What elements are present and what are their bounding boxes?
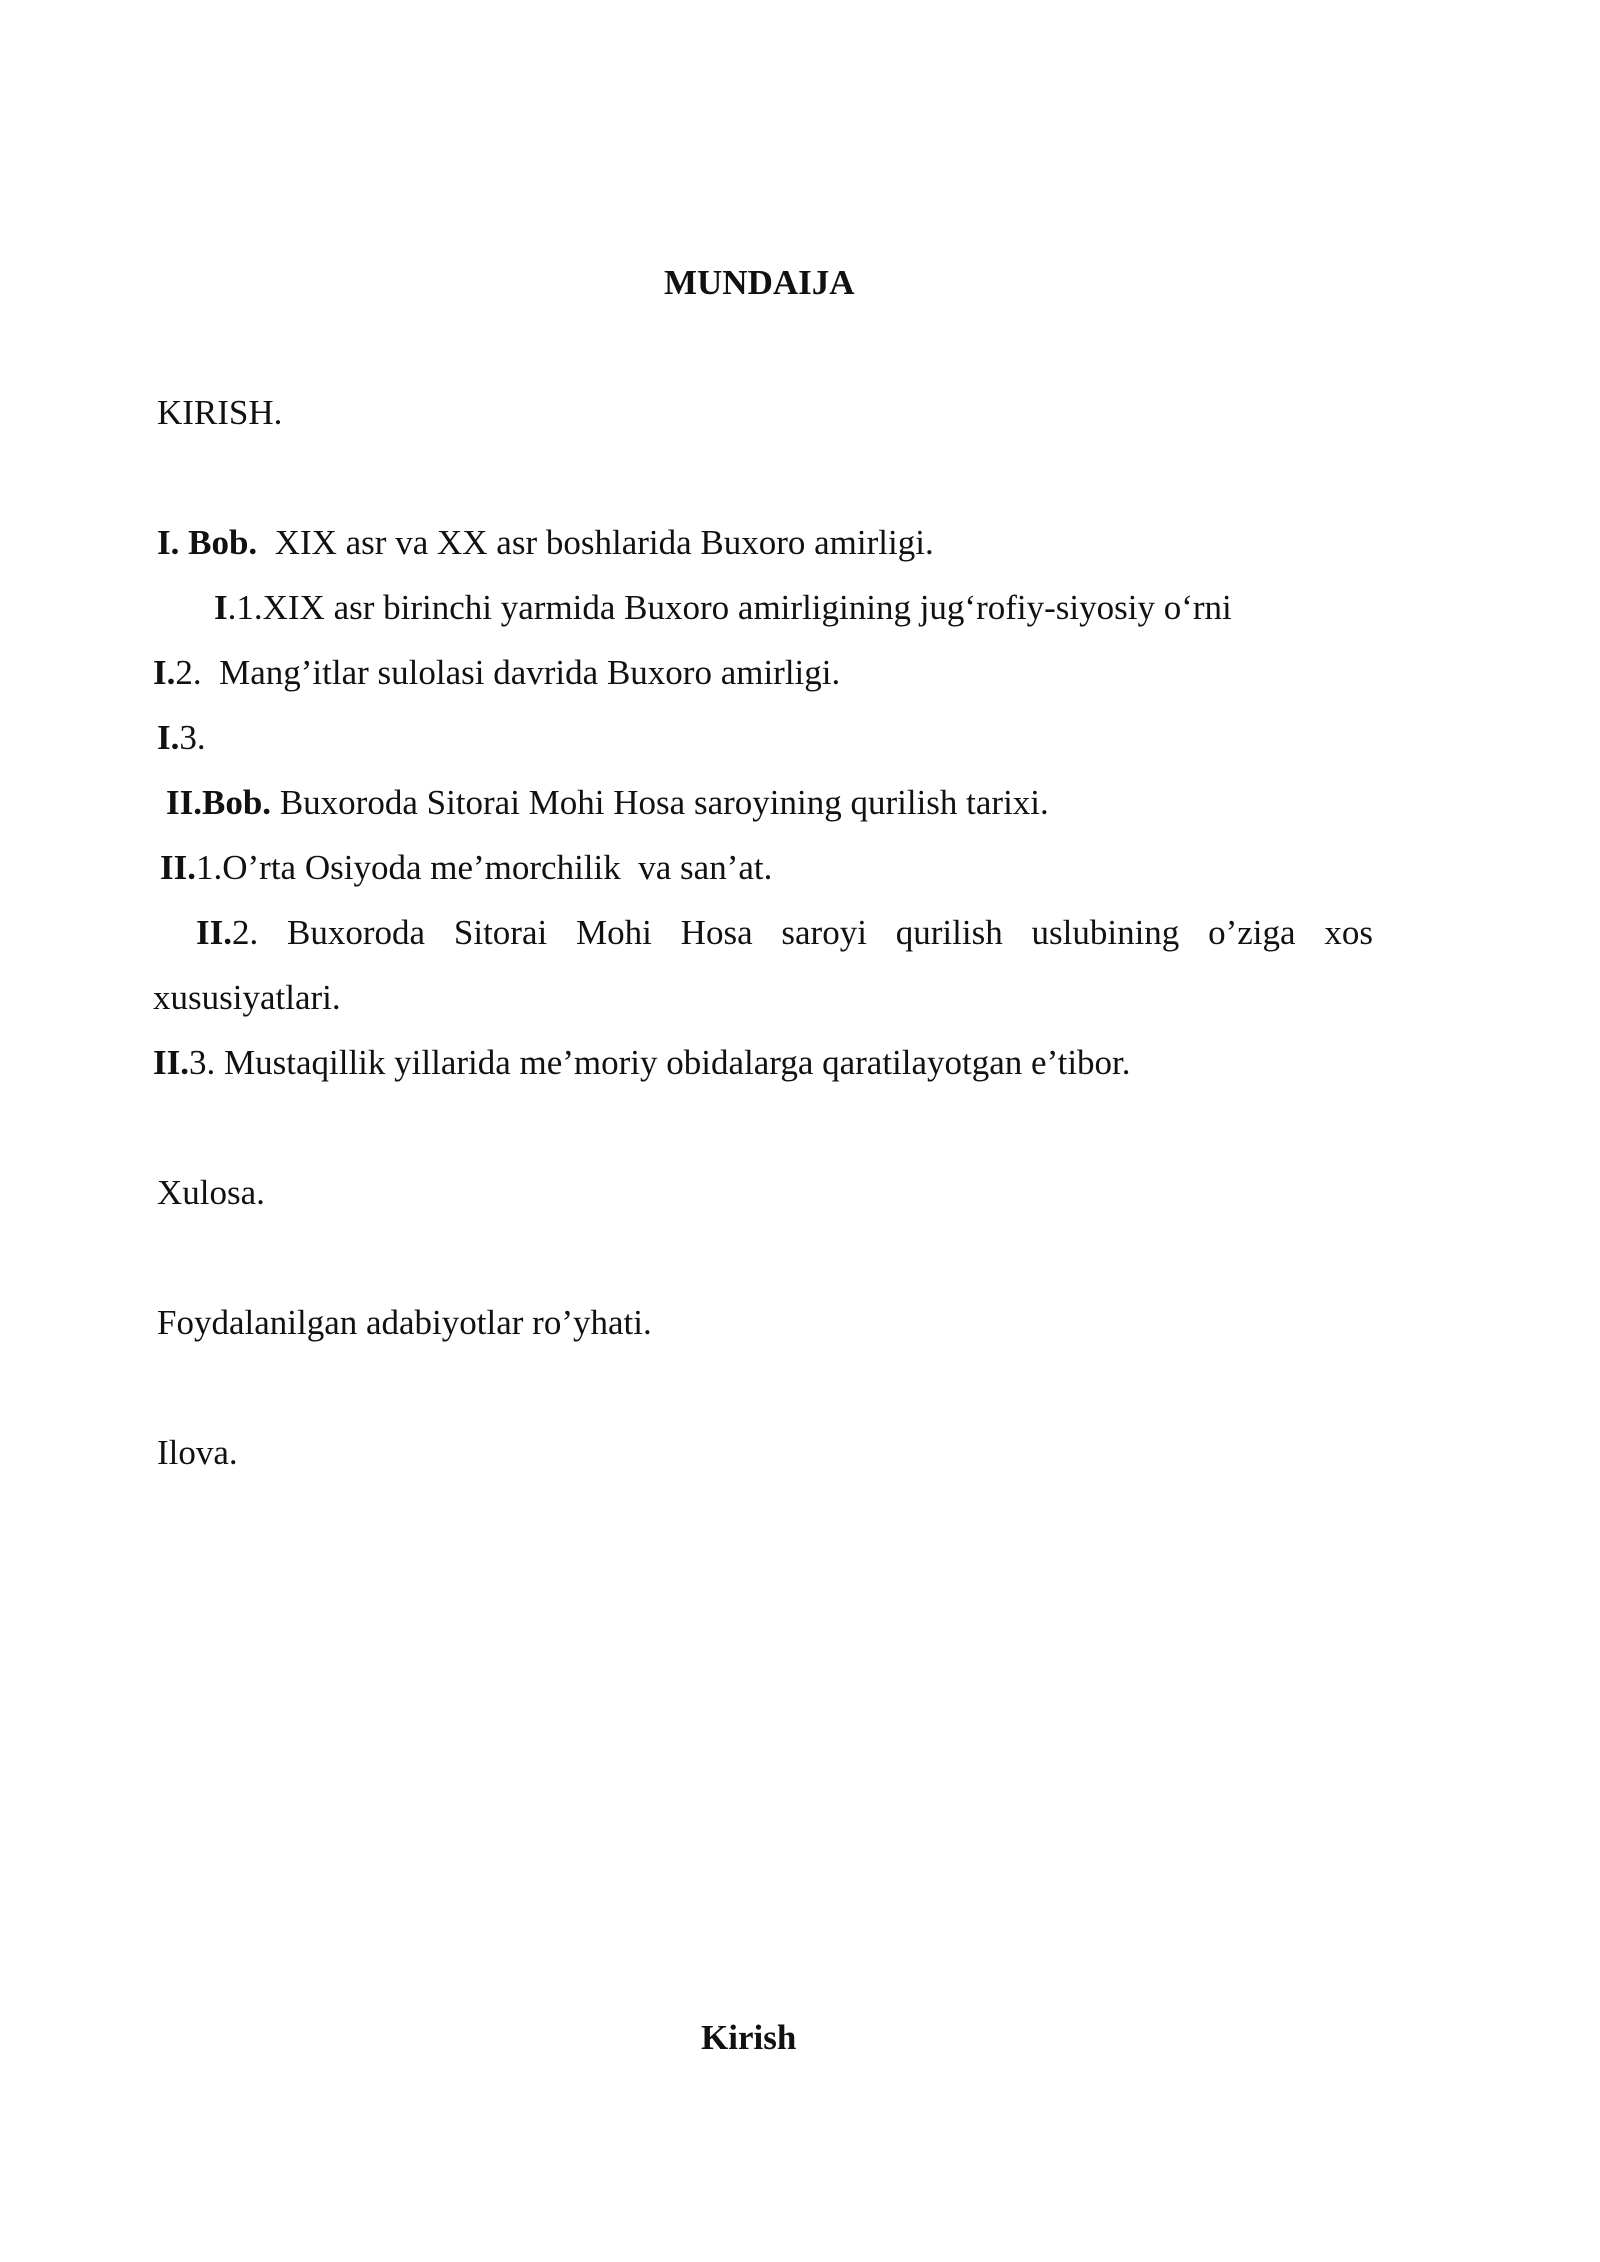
section-number: I. (157, 718, 180, 757)
toc-entry-1-3 (157, 716, 206, 760)
section-word: Hosa (680, 913, 753, 952)
section-word: Sitorai (453, 913, 548, 952)
section-title: .1.XIX asr birinchi yarmida Buxoro amirligining jug‘rofiy-siyosiy o‘rni (227, 588, 1232, 627)
section-word: Mohi (576, 913, 652, 952)
section-word: Buxoroda (287, 913, 426, 952)
section-lead (196, 911, 258, 955)
chapter-number: I. Bob. (157, 523, 258, 562)
section-heading-kirish: Kirish (701, 2018, 797, 2057)
section-title: 1.O’rta Osiyoda me’morchilik va san’at. (196, 848, 773, 887)
chapter-title: XIX asr va XX asr boshlarida Buxoro amirligi. (257, 523, 934, 562)
toc-entry-1-2 (153, 651, 840, 695)
toc-entry-appendix: Ilova. (157, 1433, 238, 1472)
chapter-title: Buxoroda Sitorai Mohi Hosa saroyining qurilish tarixi. (271, 783, 1049, 822)
section-title: 3. (179, 718, 206, 757)
toc-entry-references: Foydalanilgan adabiyotlar ro’yhati. (157, 1303, 652, 1342)
section-number: II. (196, 913, 232, 952)
section-word: o’ziga (1208, 913, 1296, 952)
section-number: I. (153, 653, 176, 692)
toc-entry-2-3 (153, 1041, 1131, 1085)
chapter-number: II.Bob. (166, 783, 272, 822)
toc-entry-1-1 (214, 586, 1232, 630)
section-word: uslubining (1031, 913, 1180, 952)
toc-entry-chapter-1 (157, 521, 934, 565)
toc-entry-2-2 (196, 911, 1373, 955)
section-title: 3. Mustaqillik yillarida me’moriy obidalarga qaratilayotgan e’tibor. (189, 1043, 1131, 1082)
toc-entry-intro: KIRISH. (157, 393, 283, 432)
toc-entry-2-1 (160, 846, 772, 890)
section-title: 2. Mang’itlar sulolasi davrida Buxoro amirligi. (175, 653, 841, 692)
toc-heading: MUNDAIJA (664, 263, 855, 302)
toc-entry-conclusion: Xulosa. (157, 1173, 265, 1212)
section-word: saroyi (781, 913, 867, 952)
section-number: II. (160, 848, 196, 887)
section-word: 2. (232, 913, 259, 952)
section-word: xos (1324, 913, 1373, 952)
section-word: qurilish (895, 913, 1003, 952)
toc-entry-2-2-continuation: xususiyatlari. (153, 978, 341, 1017)
section-number: II. (153, 1043, 189, 1082)
section-number: I (214, 588, 228, 627)
toc-entry-chapter-2 (166, 781, 1049, 825)
